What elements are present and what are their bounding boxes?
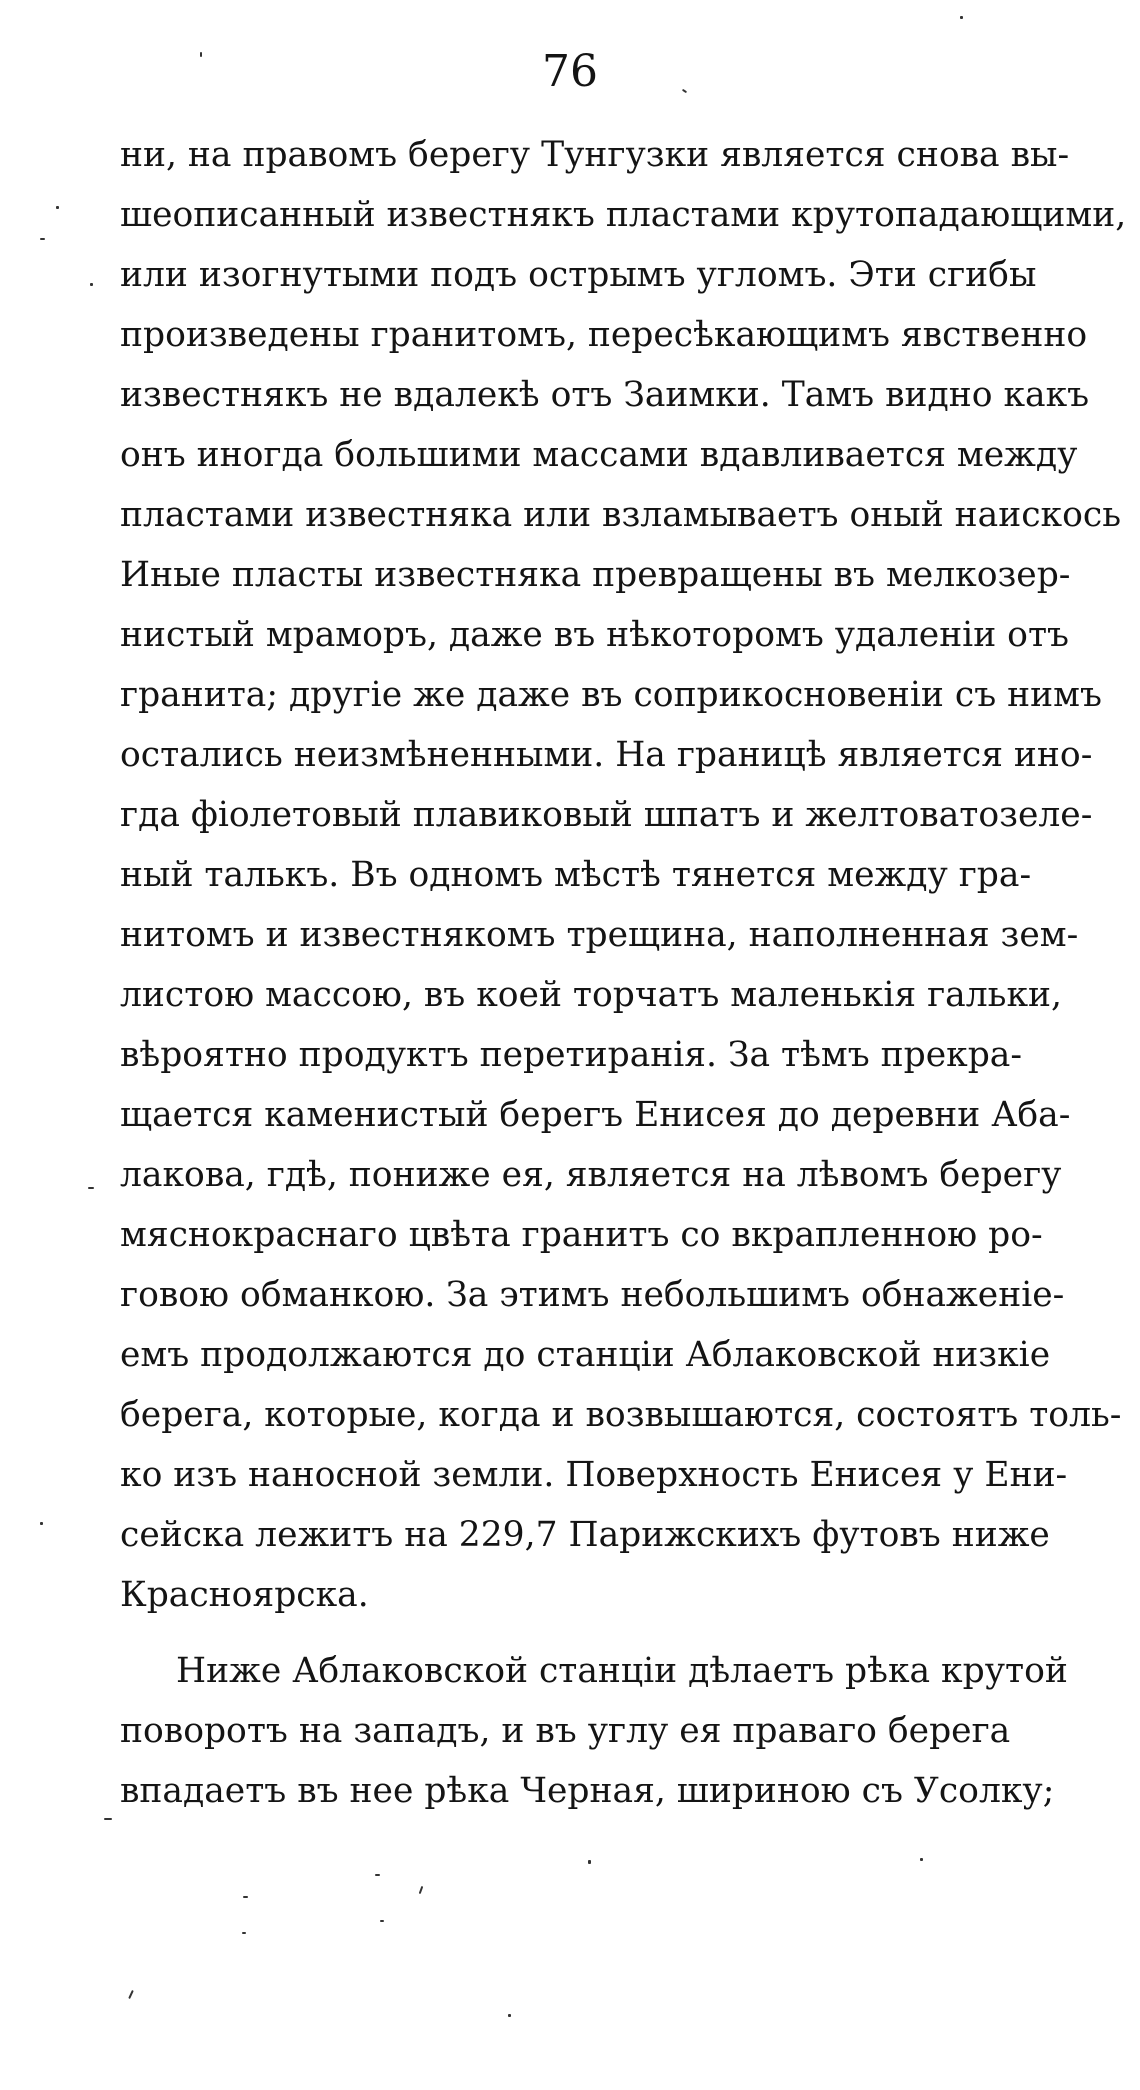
scan-speck	[243, 1896, 248, 1898]
text-line: говою обманкою. За этимъ небольшимъ обнаженіе-	[120, 1275, 1065, 1315]
scan-speck	[242, 1932, 246, 1934]
scan-speck	[380, 1920, 384, 1922]
scan-speck	[375, 1874, 380, 1876]
paragraph	[120, 1641, 1068, 1821]
scan-speck	[128, 1990, 134, 1999]
text-line: ный талькъ. Въ одномъ мѣстѣ тянется между гра-	[120, 855, 1032, 895]
text-line: мяснокраснаго цвѣта гранитъ со вкрапленною ро-	[120, 1215, 1043, 1255]
body-text	[120, 125, 1127, 1821]
text-line: вѣроятно продуктъ перетиранія. За тѣмъ прекра-	[120, 1035, 1023, 1075]
scan-speck	[960, 16, 963, 19]
scan-speck	[920, 1858, 923, 1861]
scan-speck	[588, 1860, 591, 1864]
text-line: произведены гранитомъ, пересѣкающимъ явственно	[120, 315, 1088, 355]
scan-speck	[56, 206, 59, 209]
scan-speck	[200, 52, 202, 57]
scan-speck	[90, 283, 93, 286]
text-line: гда фіолетовый плавиковый шпатъ и желтоватозеле-	[120, 795, 1093, 835]
text-line: сейска лежитъ на 229,7 Парижскихъ футовъ ниже	[120, 1515, 1050, 1555]
text-line: листою массою, въ коей торчатъ маленькія гальки,	[120, 975, 1062, 1015]
text-line: остались неизмѣненными. На границѣ является ино-	[120, 735, 1093, 775]
text-line: известнякъ не вдалекѣ отъ Заимки. Тамъ видно какъ	[120, 375, 1090, 415]
text-line: гранита; другіе же даже въ соприкосновеніи съ нимъ	[120, 675, 1102, 715]
text-line: щается каменистый берегъ Енисея до деревни Аба-	[120, 1095, 1071, 1135]
text-line: нистый мраморъ, даже въ нѣкоторомъ удаленіи отъ	[120, 615, 1069, 655]
page-number: 76	[542, 46, 598, 97]
text-line: шеописанный известнякъ пластами крутопадающими,	[120, 195, 1127, 235]
text-line: поворотъ на западъ, и въ углу ея праваго берега	[120, 1711, 1011, 1751]
text-line: Красноярска.	[120, 1575, 369, 1615]
text-line: или изогнутыми подъ острымъ угломъ. Эти сгибы	[120, 255, 1037, 295]
text-line: ни, на правомъ берегу Тунгузки является снова вы-	[120, 135, 1070, 175]
scan-speck	[508, 2014, 511, 2017]
scan-speck	[40, 238, 45, 240]
text-line: впадаетъ въ нее рѣка Черная, шириною съ Усолку;	[120, 1771, 1055, 1811]
scan-speck	[104, 1818, 112, 1820]
text-line: емъ продолжаются до станціи Аблаковской низкіе	[120, 1335, 1051, 1375]
text-line: пластами известняка или взламываетъ оный наискось	[120, 495, 1121, 535]
text-line: Ниже Аблаковской станціи дѣлаетъ рѣка крутой	[176, 1651, 1068, 1691]
scan-speck	[419, 1886, 424, 1894]
text-line: нитомъ и известнякомъ трещина, наполненная зем-	[120, 915, 1079, 955]
paragraph	[120, 125, 1127, 1625]
text-line: лакова, гдѣ, пониже ея, является на лѣвомъ берегу	[120, 1155, 1062, 1195]
text-line: Иные пласты известняка превращены въ мелкозер-	[120, 555, 1071, 595]
text-line: онъ иногда большими массами вдавливается между	[120, 435, 1078, 475]
text-line: ко изъ наносной земли. Поверхность Енисея у Ени-	[120, 1455, 1068, 1495]
text-line: берега, которые, когда и возвышаются, состоятъ толь-	[120, 1395, 1122, 1435]
scan-speck	[88, 1187, 94, 1189]
scan-speck	[40, 1522, 43, 1525]
paragraph-gap	[120, 1625, 1064, 1641]
